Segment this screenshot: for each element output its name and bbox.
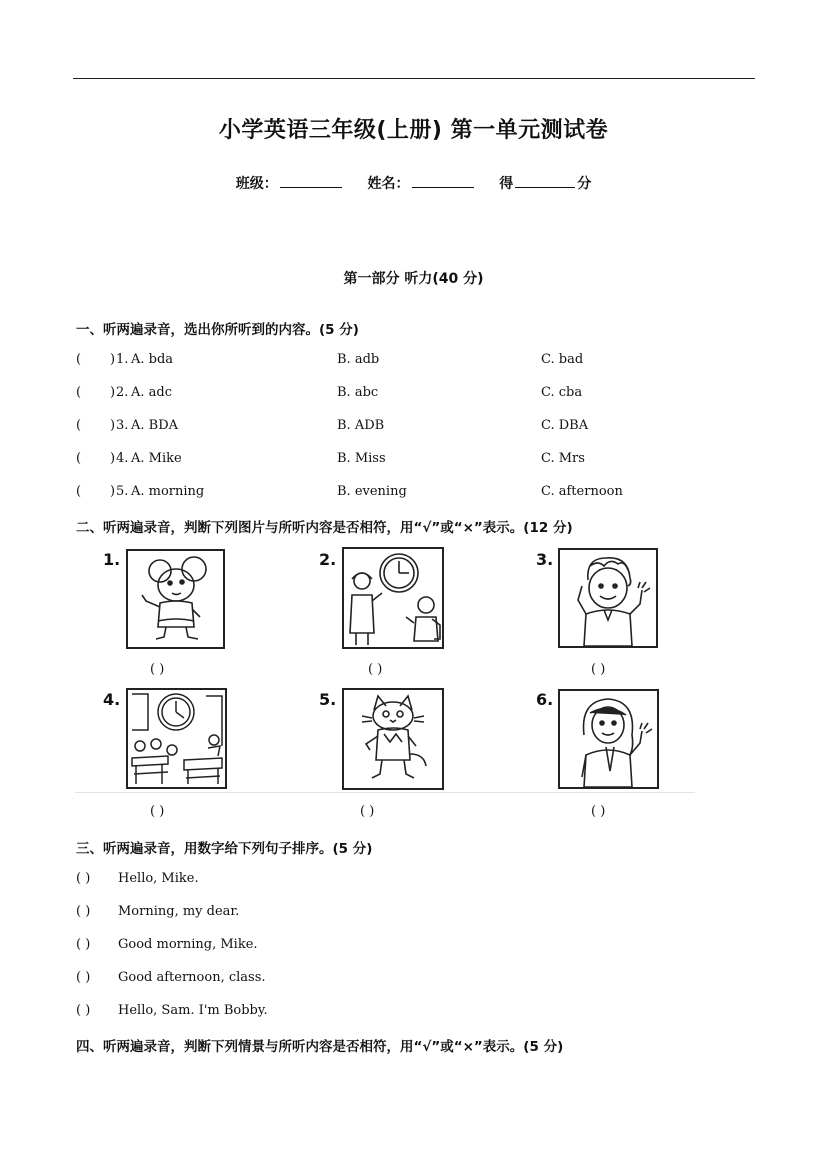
list-item (76, 1003, 268, 1018)
answer-paren[interactable]: ( ) (76, 970, 91, 985)
list-item (76, 352, 776, 370)
list-item (76, 451, 776, 469)
section-1-title: 一、听两遍录音，选出你所听到的内容。(5 分) (76, 322, 359, 338)
waving-girl-icon (558, 689, 659, 789)
list-item (76, 904, 239, 919)
score-label-pre: 得 (499, 176, 514, 192)
list-item (76, 937, 258, 952)
picture-number: 2. (319, 550, 337, 569)
sentence-text: Good afternoon, class. (118, 970, 266, 985)
section-2-title: 二、听两遍录音，判断下列图片与所听内容是否相符，用“√”或“×”表示。(12 分) (76, 520, 573, 536)
option-b: B. ADB (337, 418, 385, 433)
answer-paren[interactable]: ( ) (76, 904, 91, 919)
option-c: C. bad (541, 352, 584, 367)
section-3-title: 三、听两遍录音，用数字给下列句子排序。(5 分) (76, 841, 373, 857)
answer-paren-close[interactable]: ) (110, 451, 116, 466)
list-item (76, 418, 776, 436)
option-a: A. morning (131, 484, 205, 499)
item-number: 3. (116, 418, 129, 433)
answer-paren[interactable]: ( ) (368, 662, 383, 677)
option-c: C. cba (541, 385, 583, 400)
answer-paren[interactable]: ( ) (76, 1003, 91, 1018)
picture-number: 5. (319, 690, 337, 709)
picture-number: 4. (103, 690, 121, 709)
answer-paren[interactable]: ( ) (591, 662, 606, 677)
sentence-text: Hello, Sam. I'm Bobby. (118, 1003, 268, 1018)
part-title: 第一部分 听力(40 分) (343, 271, 484, 287)
sentence-text: Morning, my dear. (118, 904, 240, 919)
answer-paren[interactable]: ( ) (150, 804, 165, 819)
page-title: 小学英语三年级(上册) 第一单元测试卷 (218, 118, 609, 143)
item-number: 2. (116, 385, 129, 400)
score-label-post: 分 (577, 176, 592, 192)
item-number: 4. (116, 451, 129, 466)
option-c: C. Mrs (541, 451, 585, 466)
mouse-character-icon (126, 549, 225, 649)
answer-paren-open: ( (76, 418, 82, 433)
answer-paren[interactable]: ( ) (591, 804, 606, 819)
list-item (76, 871, 199, 886)
answer-paren-open: ( (76, 484, 82, 499)
answer-paren[interactable]: ( ) (150, 662, 165, 677)
divider (75, 792, 695, 793)
name-label: 姓名： (367, 176, 410, 192)
answer-paren[interactable]: ( ) (76, 871, 91, 886)
answer-paren[interactable]: ( ) (76, 937, 91, 952)
answer-paren-close[interactable]: ) (110, 352, 116, 367)
answer-paren-close[interactable]: ) (110, 385, 116, 400)
waving-boy-icon (558, 548, 658, 648)
answer-paren-close[interactable]: ) (110, 418, 116, 433)
option-a: A. BDA (131, 418, 179, 433)
picture-number: 1. (103, 550, 121, 569)
option-a: A. Mike (131, 451, 182, 466)
answer-paren[interactable]: ( ) (360, 804, 375, 819)
option-c: C. DBA (541, 418, 589, 433)
student-info-line (0, 173, 827, 193)
answer-paren-open: ( (76, 385, 82, 400)
item-number: 1. (116, 352, 129, 367)
option-c: C. afternoon (541, 484, 623, 499)
answer-paren-open: ( (76, 352, 82, 367)
header-rule (73, 78, 755, 79)
list-item (76, 385, 776, 403)
picture-number: 3. (536, 550, 554, 569)
answer-paren-open: ( (76, 451, 82, 466)
classroom-clock-icon (126, 688, 227, 789)
option-b: B. adb (337, 352, 380, 367)
answer-paren-close[interactable]: ) (110, 484, 116, 499)
teacher-clock-student-icon (342, 547, 444, 649)
option-a: A. bda (131, 352, 174, 367)
section-4-title: 四、听两遍录音，判断下列情景与所听内容是否相符，用“√”或“×”表示。(5 分) (76, 1039, 564, 1055)
list-item (76, 970, 266, 985)
option-b: B. evening (337, 484, 407, 499)
picture-number: 6. (536, 690, 554, 709)
sentence-text: Hello, Mike. (118, 871, 199, 886)
class-blank[interactable] (280, 175, 342, 188)
class-label: 班级： (235, 176, 278, 192)
item-number: 5. (116, 484, 129, 499)
score-blank[interactable] (515, 175, 575, 188)
sentence-text: Good morning, Mike. (118, 937, 258, 952)
option-b: B. Miss (337, 451, 386, 466)
list-item (76, 484, 776, 502)
option-a: A. adc (131, 385, 173, 400)
option-b: B. abc (337, 385, 379, 400)
cat-character-icon (342, 688, 444, 790)
name-blank[interactable] (412, 175, 474, 188)
